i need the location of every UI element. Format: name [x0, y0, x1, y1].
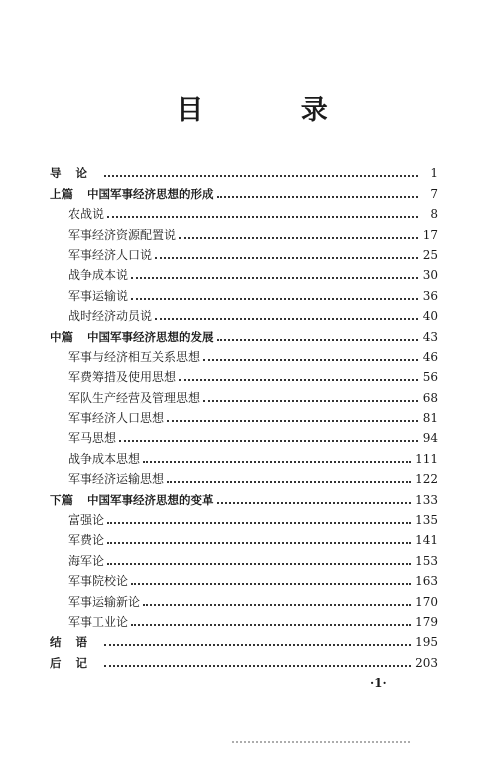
toc-entry — [50, 507, 438, 527]
toc-entry — [50, 609, 438, 629]
toc-entry-label: 农战说 — [68, 207, 105, 222]
toc-part-name: 上篇 — [50, 186, 73, 201]
toc-entry — [50, 527, 438, 547]
toc-entry-page: 56 — [422, 370, 438, 385]
scan-artifact — [232, 738, 410, 743]
toc-entry — [50, 262, 438, 282]
toc-entry-label: 军费筹措及使用思想 — [68, 370, 177, 385]
toc-entry-page: 40 — [422, 309, 438, 324]
toc-entry-label: 军马思想 — [68, 431, 117, 446]
leader-dots — [131, 297, 418, 300]
leader-dots — [143, 603, 411, 606]
toc-entry-page: 203 — [415, 655, 438, 670]
toc-entry — [50, 303, 438, 323]
toc-entry-label: 海军论 — [68, 553, 105, 568]
leader-dots — [155, 256, 418, 259]
leader-dots — [179, 236, 418, 239]
toc-part-title: 中国军事经济思想的变革 — [87, 492, 214, 507]
leader-dots — [155, 317, 418, 320]
toc-entry-page: 1 — [430, 166, 438, 181]
leader-dots — [107, 562, 411, 565]
toc-entry-label: 富强论 — [68, 513, 105, 528]
toc-entry-label: 结语 — [50, 635, 101, 650]
toc-entry — [50, 445, 438, 465]
toc-entry-page: 30 — [422, 268, 438, 283]
toc-entry-page: 163 — [415, 574, 438, 589]
toc-entry-page: 195 — [415, 635, 438, 650]
toc-part-name: 中篇 — [50, 329, 73, 344]
toc-entry-label: 后记 — [50, 655, 101, 670]
toc-entry-label: 军事经济人口思想 — [68, 411, 165, 426]
toc-entry — [50, 242, 438, 262]
toc-entry-page: 111 — [415, 451, 438, 466]
leader-dots — [217, 338, 419, 341]
leader-dots — [131, 582, 411, 585]
toc-entry-label: 军事运输说 — [68, 288, 129, 303]
toc-entry — [50, 221, 438, 241]
toc-entry-page: 81 — [422, 411, 438, 426]
toc-entry-page: 17 — [422, 227, 438, 242]
toc-entry-page: 94 — [422, 431, 438, 446]
toc-entry-page: 36 — [422, 288, 438, 303]
toc-entry — [50, 547, 438, 567]
toc-part-title: 中国军事经济思想的发展 — [87, 329, 214, 344]
leader-dots — [131, 623, 411, 626]
toc-entry-label: 军事经济人口说 — [68, 247, 153, 262]
leader-dots — [203, 358, 418, 361]
toc-entry-label: 军事院校论 — [68, 574, 129, 589]
toc-entry-page: 46 — [422, 349, 438, 364]
toc-entry-label: 战争成本思想 — [68, 451, 141, 466]
leader-dots — [143, 460, 411, 463]
toc-entry — [50, 282, 438, 302]
page-number: ·1· — [370, 676, 387, 690]
leader-dots — [203, 399, 418, 402]
leader-dots — [107, 541, 411, 544]
toc-entry-intro — [50, 160, 438, 180]
toc-entry-page: 153 — [415, 553, 438, 568]
toc-entry-label: 战争成本说 — [68, 268, 129, 283]
toc-entry — [50, 384, 438, 404]
toc-entry-label: 军事与经济相互关系思想 — [68, 349, 201, 364]
toc-entry — [50, 588, 438, 608]
toc-entry-page: 135 — [415, 513, 438, 528]
leader-dots — [217, 195, 419, 198]
toc-part-name: 下篇 — [50, 492, 73, 507]
toc-entry — [50, 344, 438, 364]
leader-dots — [217, 501, 412, 504]
leader-dots — [167, 419, 418, 422]
page-title: 目 录 — [176, 95, 372, 126]
toc-entry-page: 170 — [415, 594, 438, 609]
toc-entry-label: 军队生产经营及管理思想 — [68, 390, 201, 405]
toc-entry-page: 68 — [422, 390, 438, 405]
toc-entry-page: 179 — [415, 614, 438, 629]
leader-dots — [104, 174, 418, 177]
toc-entry-afterword — [50, 649, 438, 669]
toc-entry-page: 122 — [415, 472, 438, 487]
toc-entry-page: 7 — [430, 186, 438, 201]
toc-part-1 — [50, 180, 438, 200]
toc-entry-label: 军事运输新论 — [68, 594, 141, 609]
leader-dots — [131, 276, 418, 279]
toc-part-2 — [50, 323, 438, 343]
toc-entry-label: 军事经济资源配置说 — [68, 227, 177, 242]
toc-entry-page: 43 — [422, 329, 438, 344]
toc-entry — [50, 201, 438, 221]
toc-entry-label: 战时经济动员说 — [68, 309, 153, 324]
leader-dots — [179, 378, 418, 381]
leader-dots — [119, 439, 418, 442]
toc-entry-conclusion — [50, 629, 438, 649]
leader-dots — [107, 521, 411, 524]
toc-entry-page: 8 — [430, 207, 438, 222]
leader-dots — [104, 643, 411, 646]
toc-entry — [50, 405, 438, 425]
toc-entry-page: 25 — [422, 247, 438, 262]
toc-part-3 — [50, 486, 438, 506]
toc-entry — [50, 466, 438, 486]
toc-entry — [50, 425, 438, 445]
leader-dots — [167, 480, 411, 483]
toc-entry — [50, 364, 438, 384]
toc-entry-label: 军事工业论 — [68, 614, 129, 629]
toc-entry-label: 军事经济运输思想 — [68, 472, 165, 487]
toc-entry-page: 141 — [415, 533, 438, 548]
toc-entry — [50, 568, 438, 588]
leader-dots — [104, 664, 411, 667]
toc-entry-label: 导论 — [50, 166, 101, 181]
toc-part-title: 中国军事经济思想的形成 — [87, 186, 214, 201]
toc-entry-page: 133 — [415, 492, 438, 507]
table-of-contents — [50, 160, 438, 670]
leader-dots — [107, 215, 418, 218]
toc-entry-label: 军费论 — [68, 533, 105, 548]
